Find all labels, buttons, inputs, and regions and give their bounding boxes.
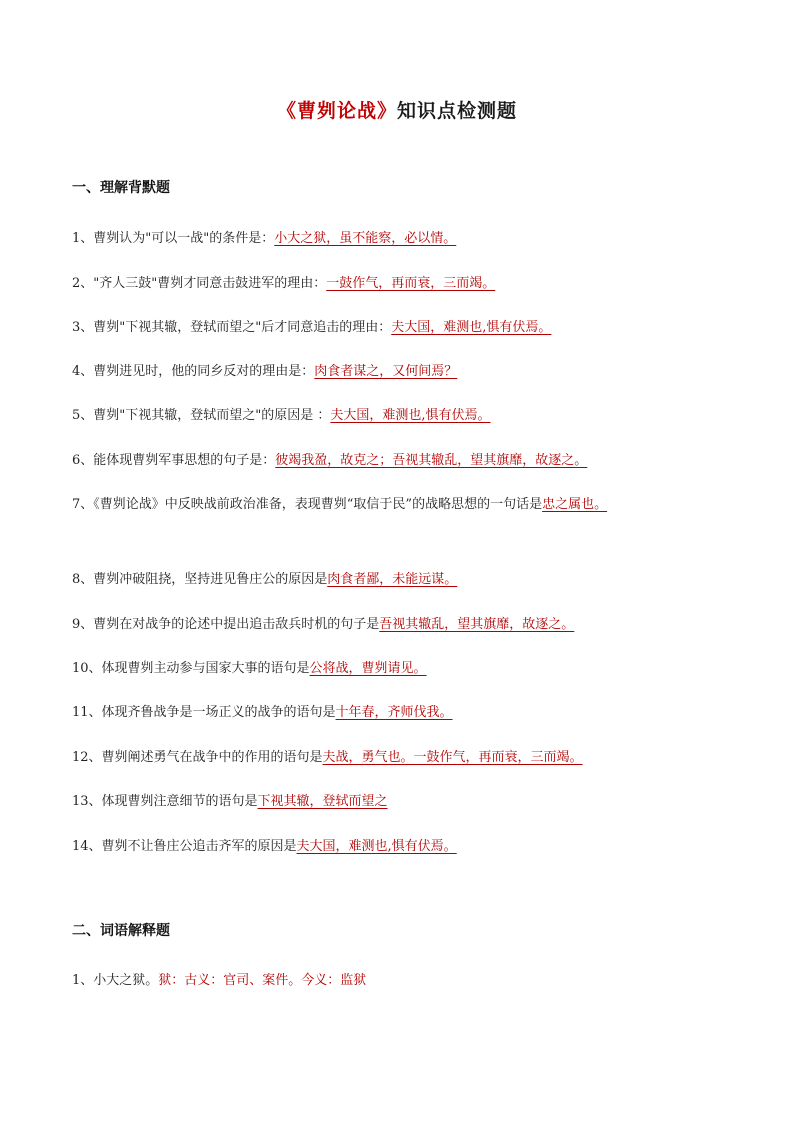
question-answer: 十年春，齐师伐我。 [335,705,453,720]
question-12 [72,743,724,773]
question-prompt: 5、曹刿"下视其辙，登轼而望之"的原因是 ： [72,408,331,423]
question-3 [72,313,724,343]
question-2 [72,269,724,299]
question-prompt: 6、能体现曹刿军事思想的句子是： [72,453,276,468]
question-1 [72,224,724,254]
section-heading-recitation: 一、理解背默题 [72,180,170,196]
title-book-name: 《曹刿论战》 [276,100,397,122]
question-8 [72,565,724,595]
question-prompt: 12、曹刿阐述勇气在战争中的作用的语句是 [72,750,323,765]
question-prompt: 14、曹刿不让鲁庄公追击齐军的原因是 [72,839,297,854]
question-11 [72,698,724,728]
vocab-prompt: 1、小大之狱。 [72,973,159,988]
question-answer: 夫大国，难测也,惧有伏焉。 [296,839,457,854]
question-answer: 忠之属也。 [542,497,608,512]
question-answer: 一鼓作气，再而衰，三而竭。 [326,276,496,291]
vocab-answer: 狱：古义：官司、案件。今义：监狱 [158,973,367,988]
question-prompt: 10、体现曹刿主动参与国家大事的语句是 [72,661,310,676]
question-9 [72,610,724,640]
question-answer: 夫大国，难测也,惧有伏焉。 [391,320,552,335]
title-suffix: 知识点检测题 [397,100,518,122]
question-7 [72,490,724,520]
question-13 [72,787,724,817]
question-answer: 吾视其辙乱，望其旗靡，故逐之。 [379,617,575,632]
question-6 [72,446,724,476]
question-5 [72,401,724,431]
question-answer: 小大之狱，虽不能察，必以情。 [274,231,457,246]
question-prompt: 1、曹刿认为"可以一战"的条件是： [72,231,275,246]
question-14 [72,832,724,862]
question-4 [72,357,724,387]
question-prompt: 11、体现齐鲁战争是一场正义的战争的语句是 [72,705,336,720]
question-prompt: 3、曹刿"下视其辙，登轼而望之"后才同意追击的理由： [72,320,392,335]
question-answer: 下视其辙，登轼而望之 [257,794,388,809]
section-heading-vocabulary: 二、词语解释题 [72,923,170,939]
question-prompt: 13、体现曹刿注意细节的语句是 [72,794,258,809]
question-prompt: 7、《曹刿论战》中反映战前政治准备，表现曹刿“取信于民”的战略思想的一句话是 [72,497,543,512]
vocab-item-1 [72,966,724,996]
question-prompt: 4、曹刿进见时，他的同乡反对的理由是： [72,364,315,379]
question-answer: 夫大国，难测也,惧有伏焉。 [330,408,491,423]
question-answer: 夫战，勇气也。一鼓作气，再而衰，三而竭。 [322,750,583,765]
question-answer: 彼竭我盈，故克之；吾视其辙乱，望其旗靡，故逐之。 [275,453,588,468]
page-title [0,96,794,123]
question-prompt: 2、"齐人三鼓"曹刿才同意击鼓进军的理由： [72,276,327,291]
question-prompt: 8、曹刿冲破阻挠，坚持进见鲁庄公的原因是 [72,572,328,587]
question-answer: 肉食者鄙，未能远谋。 [327,572,458,587]
question-10 [72,654,724,684]
question-answer: 肉食者谋之，又何间焉？ [314,364,458,379]
question-answer: 公将战，曹刿请见。 [309,661,427,676]
question-prompt: 9、曹刿在对战争的论述中提出追击敌兵时机的句子是 [72,617,380,632]
